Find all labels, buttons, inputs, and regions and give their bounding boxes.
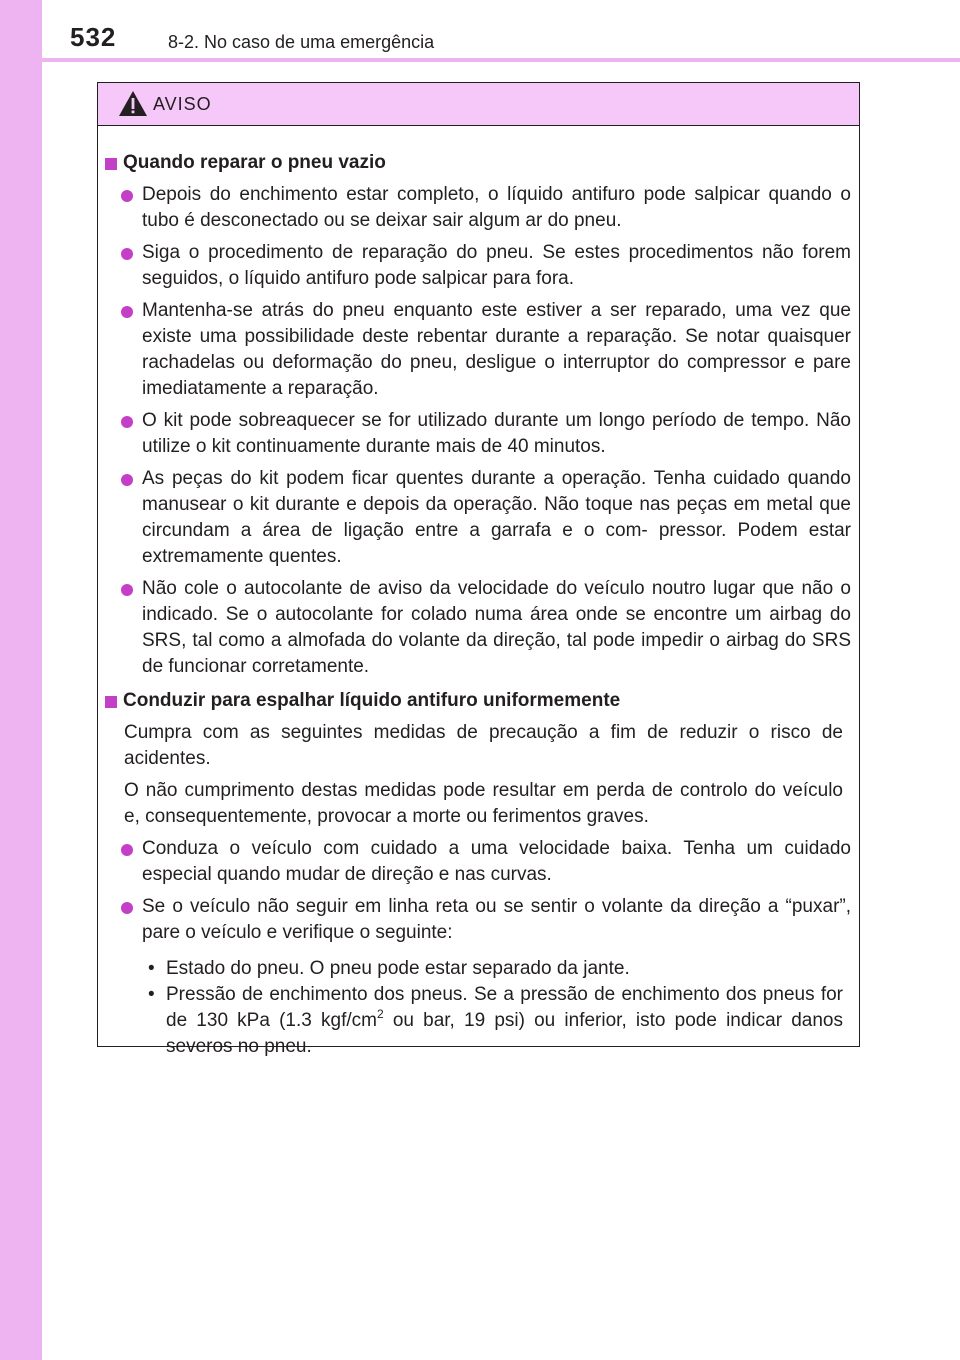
paragraph: Cumpra com as seguintes medidas de precaução a fim de reduzir o risco de acidentes. xyxy=(124,722,843,769)
list-item xyxy=(105,894,851,946)
list-item-text: O kit pode sobreaquecer se for utilizado durante um longo período de tempo. Não utilize o kit continuamente durante mais de 40 minutos. xyxy=(142,410,851,457)
header-rule xyxy=(42,58,960,62)
warning-triangle-icon xyxy=(118,90,148,117)
section-title: 8-2. No caso de uma emergência xyxy=(168,32,435,52)
warning-header xyxy=(98,83,859,126)
sub-list-item-text: Estado do pneu. O pneu pode estar separado da jante. xyxy=(166,958,630,979)
side-color-strip xyxy=(0,0,42,1360)
pressure-text-end: ou bar, 19 psi) ou inferior, isto pode indicar danos severos no pneu. xyxy=(166,1010,843,1057)
list-item xyxy=(105,466,851,570)
list-item xyxy=(105,408,851,460)
heading-text: Conduzir para espalhar líquido antifuro uniformemente xyxy=(123,690,621,711)
list-item xyxy=(105,576,851,680)
sub-list-item xyxy=(105,956,851,982)
circle-bullet-icon xyxy=(121,248,133,260)
list-item xyxy=(105,182,851,234)
paragraph: O não cumprimento destas medidas pode resultar em perda de controlo do veículo e, consequentemente, provocar a morte ou ferimentos graves. xyxy=(124,780,843,827)
list-item-text: As peças do kit podem ficar quentes durante a operação. Tenha cuidado quando manusear o kit durante e depois da operação. Não toque nas peças em metal que circundam a área de ligação entre a garrafa e o com- pressor. Podem estar extremamente quentes. xyxy=(142,468,851,567)
list-item-text: Siga o procedimento de reparação do pneu. Se estes procedimentos não forem seguidos, o líquido antifuro pode salpicar para fora. xyxy=(142,242,851,289)
circle-bullet-icon xyxy=(121,190,133,202)
warning-box xyxy=(97,82,860,1057)
sub-list-item-text xyxy=(166,982,843,1060)
section-heading xyxy=(105,150,851,176)
list-item-text: Mantenha-se atrás do pneu enquanto este estiver a ser reparado, uma vez que existe uma possibilidade deste rebentar durante a reparação. Se notar quaisquer rachadelas ou deformação do pneu, desligue o interruptor do compressor e pare imediatamente a reparação. xyxy=(142,300,851,399)
square-bullet-icon xyxy=(105,158,117,170)
list-item-text: Depois do enchimento estar completo, o líquido antifuro pode salpicar quando o tubo é desconectado ou se deixar sair algum ar do pneu. xyxy=(142,184,851,231)
warning-title: AVISO xyxy=(153,94,212,114)
sub-bullet-marker: • xyxy=(148,958,155,979)
list-item xyxy=(105,298,851,402)
superscript-2: 2 xyxy=(376,1007,384,1021)
warning-content xyxy=(98,126,859,1060)
circle-bullet-icon xyxy=(121,306,133,318)
circle-bullet-icon xyxy=(121,584,133,596)
list-item xyxy=(105,240,851,292)
pressure-text-start: Pressão de enchimento dos pneus. Se a pressão de enchimento dos pneus for de 130 kPa (1.3 kgf/cm xyxy=(166,984,843,1031)
circle-bullet-icon xyxy=(121,474,133,486)
sub-list-item xyxy=(105,982,851,1060)
list-item xyxy=(105,836,851,888)
sub-bullet-marker: • xyxy=(148,984,155,1005)
list-item-text: Se o veículo não seguir em linha reta ou se sentir o volante da direção a “puxar”, pare o veículo e verifique o seguinte: xyxy=(142,896,851,943)
section-heading xyxy=(105,688,851,714)
circle-bullet-icon xyxy=(121,416,133,428)
heading-text: Quando reparar o pneu vazio xyxy=(123,152,386,173)
circle-bullet-icon xyxy=(121,902,133,914)
list-item-text: Não cole o autocolante de aviso da velocidade do veículo noutro lugar que não o indicado. Se o autocolante for colado numa área onde se encontre um airbag do SRS, tal como a almofada do volante da direção, tal pode impedir o airbag do SRS de funcionar corretamente. xyxy=(142,578,851,677)
square-bullet-icon xyxy=(105,696,117,708)
list-item-text: Conduza o veículo com cuidado a uma velocidade baixa. Tenha um cuidado especial quando mudar de direção e nas curvas. xyxy=(142,838,851,885)
page-number: 532 xyxy=(70,22,117,52)
circle-bullet-icon xyxy=(121,844,133,856)
